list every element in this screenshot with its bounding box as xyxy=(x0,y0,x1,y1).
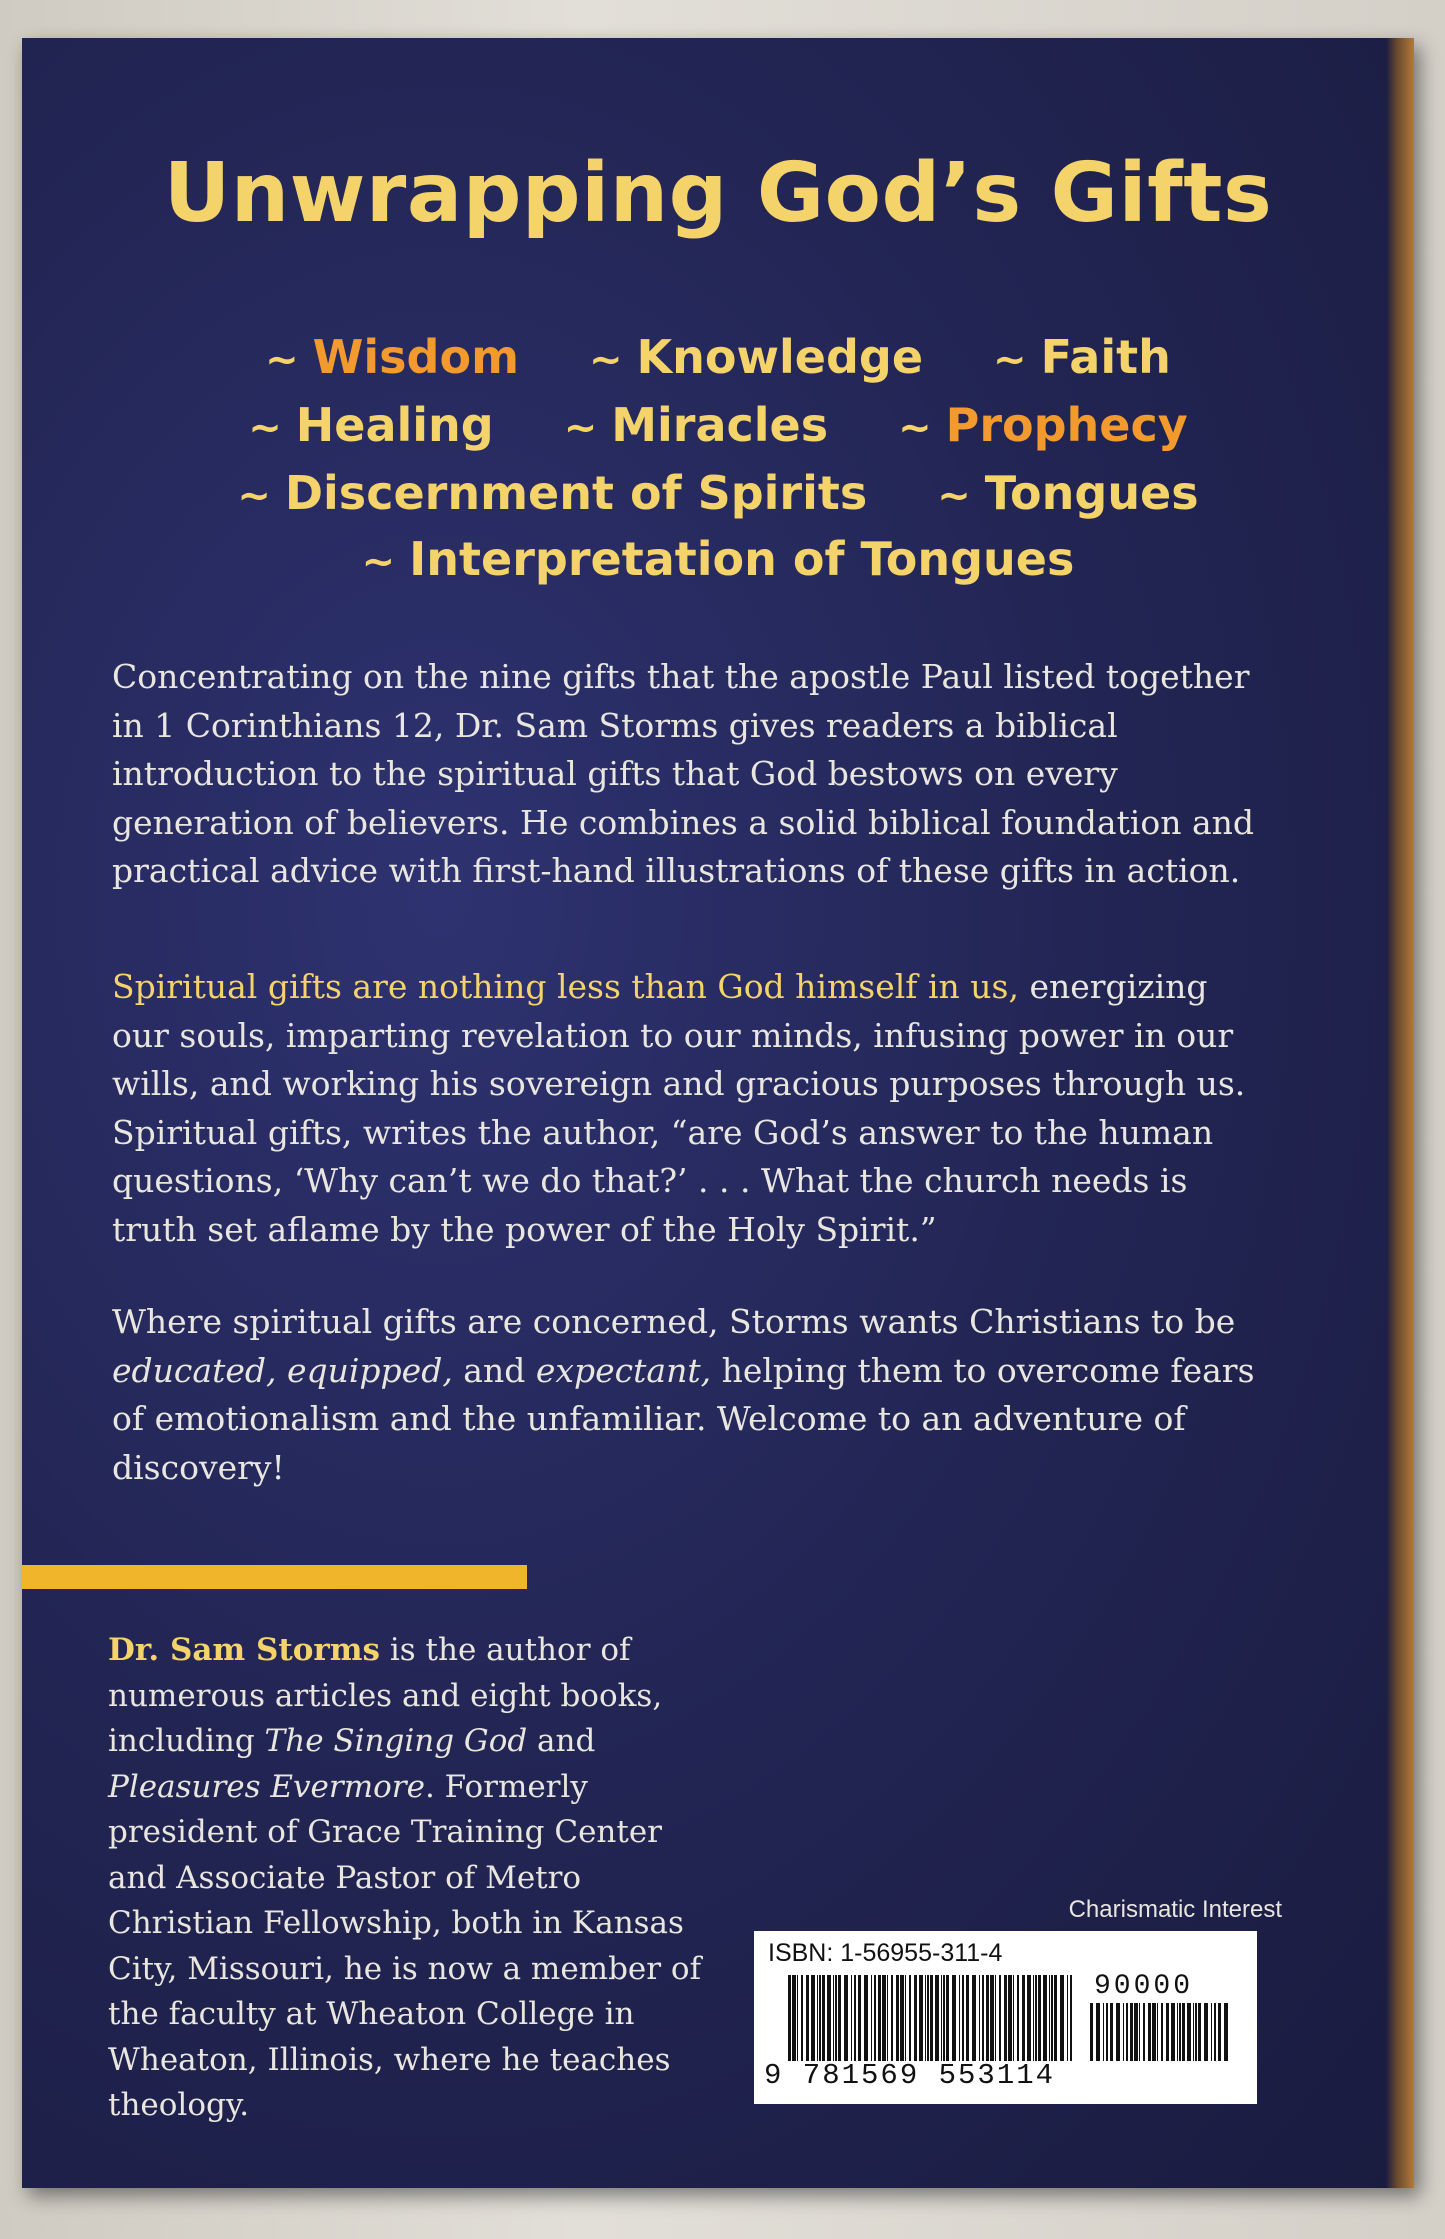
barcode-bar xyxy=(878,1975,881,2061)
barcode-bar xyxy=(995,1975,996,2061)
barcode-bar xyxy=(986,1975,989,2061)
barcode-bar xyxy=(925,1975,926,2061)
barcode-bar xyxy=(1177,2003,1178,2061)
barcode-bar xyxy=(946,1975,949,2061)
swirl-bullet-icon: ~ xyxy=(898,405,932,451)
bio-text-b: and xyxy=(527,1723,596,1759)
barcode-bar xyxy=(1198,2003,1201,2061)
barcode-bar xyxy=(1161,2003,1163,2061)
bio-text-a: is the author of numerous articles and eight books, including xyxy=(108,1632,663,1759)
barcode-bar xyxy=(952,1975,956,2061)
author-name: Dr. Sam Storms xyxy=(108,1632,380,1668)
barcode-bar xyxy=(982,1975,984,2061)
barcode-bar xyxy=(874,1975,876,2061)
category-label: Charismatic Interest xyxy=(1068,1896,1282,1923)
gift-label: Miracles xyxy=(611,398,829,452)
main-barcode-icon xyxy=(788,1975,1078,2061)
barcode-bar xyxy=(909,1975,911,2061)
gift-label: Wisdom xyxy=(312,330,520,384)
barcode-bar xyxy=(1182,2003,1185,2061)
barcode-bar xyxy=(930,1975,933,2061)
barcode-bar xyxy=(851,1975,852,2061)
paragraph-3-emphasis-2: expectant, xyxy=(535,1350,712,1390)
barcode-bar xyxy=(1123,2003,1124,2061)
barcode-bar xyxy=(797,1975,798,2061)
barcode-bar xyxy=(1103,2003,1104,2061)
gift-row xyxy=(22,532,1414,586)
barcode-bar xyxy=(833,1975,834,2061)
barcode-bar xyxy=(854,1975,856,2061)
barcode-bar xyxy=(990,1975,994,2061)
barcode-bar xyxy=(979,1975,980,2061)
barcode-bar xyxy=(788,1975,791,2061)
barcode-bar xyxy=(1218,2003,1221,2061)
barcode-bar xyxy=(887,1975,888,2061)
barcode-bar xyxy=(1004,1975,1007,2061)
barcode-bar xyxy=(941,1975,942,2061)
barcode-bar xyxy=(1106,2003,1108,2061)
paragraph-3-text-b: and xyxy=(452,1350,536,1390)
barcode-bar xyxy=(905,1975,906,2061)
barcode-bar xyxy=(1013,1975,1014,2061)
barcode-bar xyxy=(822,1975,825,2061)
barcode-bar xyxy=(943,1975,945,2061)
barcode-bar xyxy=(1067,1975,1068,2061)
barcode-bar xyxy=(1224,2003,1228,2061)
swirl-bullet-icon: ~ xyxy=(937,473,971,519)
book-title-2: Pleasures Evermore xyxy=(108,1768,425,1805)
swirl-bullet-icon: ~ xyxy=(589,337,623,383)
barcode-bar xyxy=(871,1975,872,2061)
gift-row xyxy=(22,466,1414,520)
barcode-bar xyxy=(1043,1975,1047,2061)
gift-label: Knowledge xyxy=(636,330,924,384)
barcode-bar xyxy=(1033,1975,1034,2061)
swirl-bullet-icon: ~ xyxy=(248,405,282,451)
barcode-bar xyxy=(1049,1975,1050,2061)
gift-label: Prophecy xyxy=(945,398,1188,452)
barcode-bar xyxy=(999,1975,1001,2061)
author-bio xyxy=(108,1628,718,2129)
barcode-bar xyxy=(914,1975,917,2061)
barcode-bar xyxy=(927,1975,929,2061)
barcode-bar xyxy=(1143,2003,1145,2061)
bio-text-c: . Formerly president of Grace Training Center and Associate Pastor of Metro Christian Fellowship, both in Kansas City, Missouri, he is now a member of the faculty at Wheaton College in Wheaton, Illinois, where he teaches theology. xyxy=(108,1768,702,2123)
barcode-bar xyxy=(1008,1975,1012,2061)
addon-barcode-icon xyxy=(1090,2003,1230,2061)
barcode-bar xyxy=(1134,2003,1138,2061)
cover-title: Unwrapping God’s Gifts xyxy=(163,146,1273,241)
barcode-bar xyxy=(864,1975,868,2061)
gift-item xyxy=(564,398,828,452)
description-paragraph-3 xyxy=(112,1298,1272,1492)
barcode-bar xyxy=(1211,2003,1212,2061)
gift-item xyxy=(248,398,493,452)
barcode-bar xyxy=(801,1975,803,2061)
barcode-bar xyxy=(1214,2003,1216,2061)
barcode-bar xyxy=(972,1975,976,2061)
barcode-bar xyxy=(1204,2003,1208,2061)
swirl-bullet-icon: ~ xyxy=(563,405,598,451)
barcode-bar xyxy=(1035,1975,1037,2061)
gift-label: Faith xyxy=(1040,330,1171,384)
barcode-bar xyxy=(1130,2003,1133,2061)
gift-item xyxy=(237,466,867,520)
gift-row xyxy=(22,330,1414,384)
barcode-bar xyxy=(1027,1975,1031,2061)
barcode-bar xyxy=(1051,1975,1053,2061)
barcode-bar xyxy=(1054,1975,1057,2061)
gift-label: Interpretation of Tongues xyxy=(409,532,1075,586)
swirl-bullet-icon: ~ xyxy=(237,473,271,519)
barcode-bar xyxy=(1126,2003,1128,2061)
paragraph-3-text-c: helping them to overcome fears of emotionalism and the unfamiliar. Welcome to an adventure of discovery! xyxy=(112,1350,1255,1487)
barcode-bar xyxy=(1148,2003,1151,2061)
gift-label: Tongues xyxy=(984,466,1199,520)
barcode-bar xyxy=(1166,2003,1169,2061)
description-paragraph-2 xyxy=(112,963,1272,1254)
barcode-bar xyxy=(1017,1975,1019,2061)
gift-row xyxy=(22,398,1414,452)
barcode-bar xyxy=(959,1975,960,2061)
highlight-quote: Spiritual gifts are nothing less than God himself in us, xyxy=(112,967,1019,1006)
barcode-bar xyxy=(1038,1975,1041,2061)
barcode-digits: 9 781569 553114 xyxy=(764,2059,1056,2092)
barcode-bar xyxy=(1070,1975,1072,2061)
barcode-bar xyxy=(1022,1975,1025,2061)
barcode-bar xyxy=(1096,2003,1100,2061)
barcode-bar xyxy=(838,1975,841,2061)
gift-item xyxy=(589,330,923,384)
gift-label: Healing xyxy=(295,398,494,452)
swirl-bullet-icon: ~ xyxy=(993,337,1027,383)
price-code: 90000 xyxy=(1094,1971,1194,2002)
barcode-bar xyxy=(891,1975,893,2061)
barcode-bar xyxy=(835,1975,837,2061)
barcode-bar xyxy=(935,1975,939,2061)
gift-label: Discernment of Spirits xyxy=(284,466,868,520)
barcode-bar xyxy=(1157,2003,1158,2061)
barcode-bar xyxy=(1195,2003,1197,2061)
barcode-bar xyxy=(962,1975,964,2061)
barcode-bar xyxy=(1171,2003,1175,2061)
barcode-bar xyxy=(819,1975,821,2061)
book-back-cover xyxy=(22,38,1414,2188)
barcode-bar xyxy=(1110,2003,1113,2061)
description-paragraph-1: Concentrating on the nine gifts that the apostle Paul listed together in 1 Corinthians 12, Dr. Sam Storms gives readers a biblical introduction to the spiritual gifts that God bestows on every generation of believers. He combines a solid biblical foundation and practical advice with first-hand illustrations of these gifts in action. xyxy=(112,657,1255,890)
divider-bar xyxy=(22,1565,527,1589)
paragraph-3-emphasis-1: educated, equipped, xyxy=(112,1350,453,1390)
barcode-bar xyxy=(817,1975,818,2061)
barcode-bar xyxy=(900,1975,904,2061)
barcode-panel xyxy=(754,1931,1257,2104)
barcode-bar xyxy=(811,1975,815,2061)
barcode-bar xyxy=(1060,1975,1064,2061)
barcode-bar xyxy=(827,1975,831,2061)
barcode-bar xyxy=(1139,2003,1140,2061)
barcode-bar xyxy=(844,1975,848,2061)
isbn-label: ISBN: 1-56955-311-4 xyxy=(768,1939,1003,1967)
barcode-bar xyxy=(1193,2003,1194,2061)
paragraph-2-text: energizing our souls, imparting revelation to our minds, infusing power in our wills, and working his sovereign and gracious purposes through us. Spiritual gifts, writes the author, “are God’s answer to the human questions, ‘Why can’t we do that?’ . . . What the church needs is truth set aflame by the power of the Holy Spirit.” xyxy=(112,967,1246,1249)
swirl-bullet-icon: ~ xyxy=(361,539,396,585)
swirl-bullet-icon: ~ xyxy=(265,337,299,383)
gift-item xyxy=(993,330,1171,384)
barcode-bar xyxy=(1179,2003,1181,2061)
barcode-bar xyxy=(1116,2003,1120,2061)
gift-item xyxy=(362,532,1075,586)
barcode-bar xyxy=(858,1975,861,2061)
barcode-bar xyxy=(792,1975,796,2061)
barcode-bar xyxy=(1152,2003,1156,2061)
barcode-bar xyxy=(806,1975,809,2061)
barcode-bar xyxy=(896,1975,899,2061)
paragraph-3-text-a: Where spiritual gifts are concerned, Storms wants Christians to be xyxy=(112,1302,1236,1341)
barcode-bar xyxy=(1090,2003,1093,2061)
gift-item xyxy=(265,330,519,384)
barcode-bar xyxy=(882,1975,886,2061)
gift-item xyxy=(937,466,1198,520)
gift-item xyxy=(898,398,1188,452)
barcode-bar xyxy=(1187,2003,1191,2061)
barcode-bar xyxy=(966,1975,969,2061)
barcode-bar xyxy=(919,1975,923,2061)
book-title-1: The Singing God xyxy=(264,1723,528,1759)
